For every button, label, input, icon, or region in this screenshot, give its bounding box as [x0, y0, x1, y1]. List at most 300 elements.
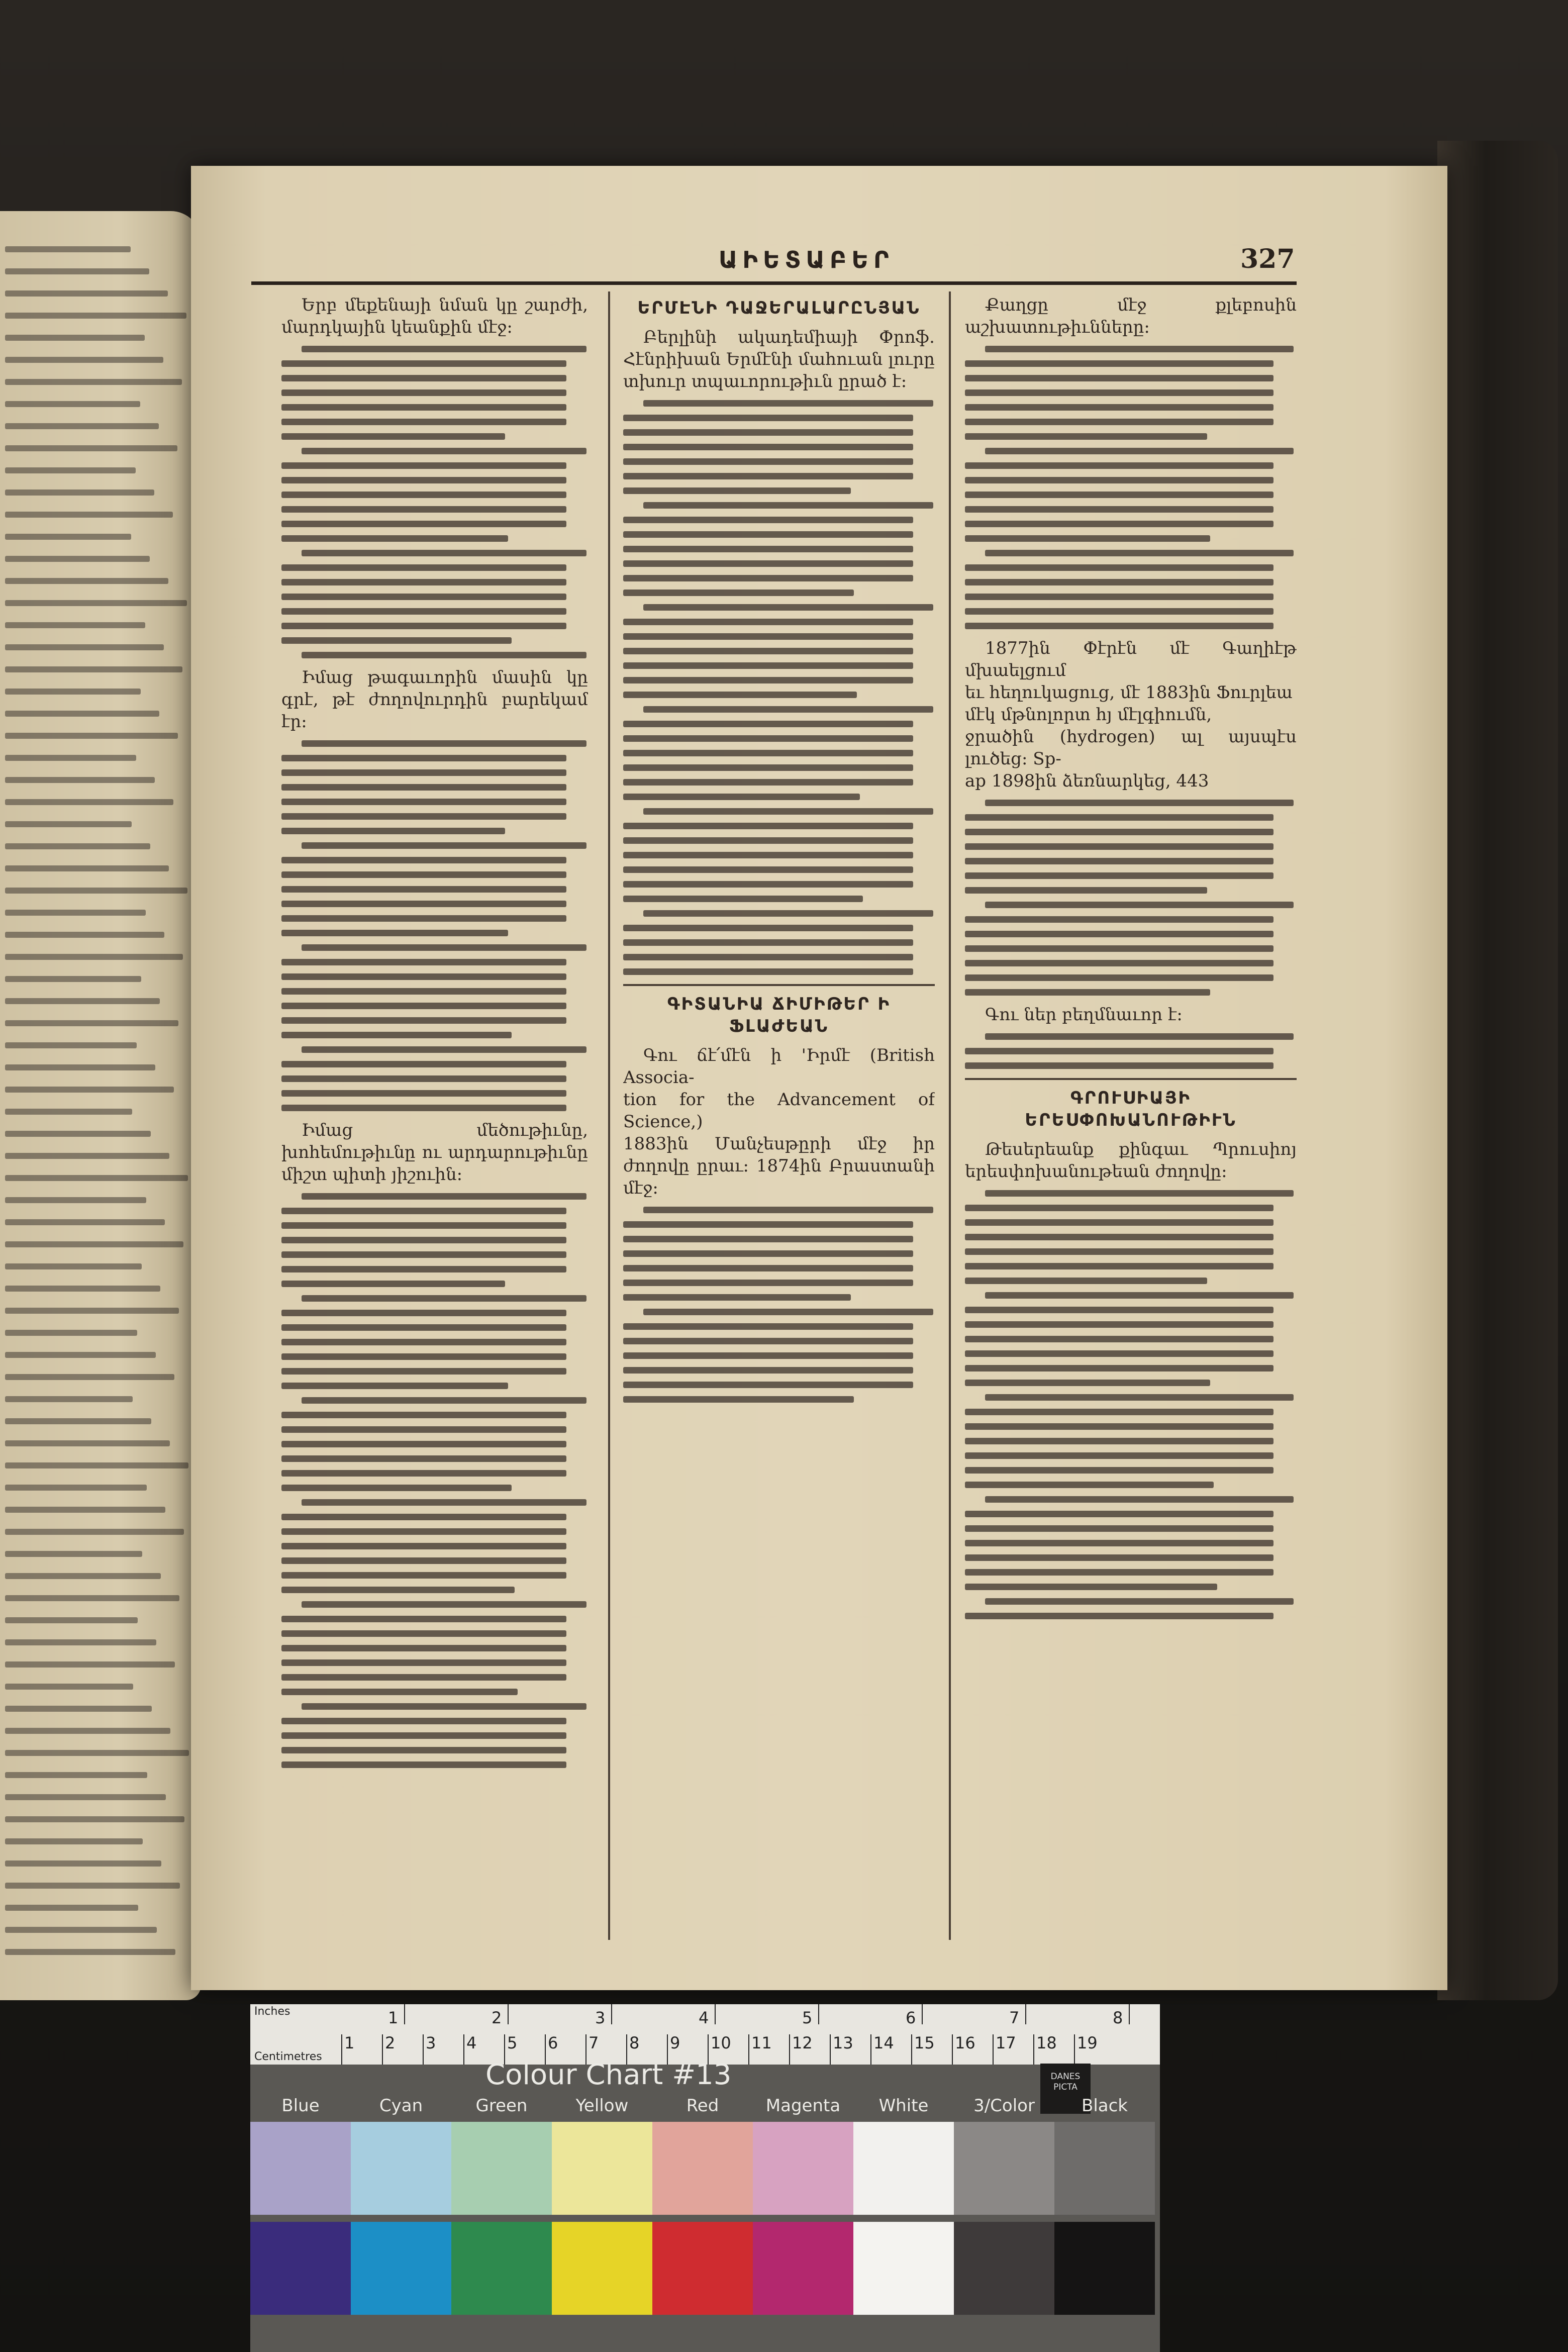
ruler-tick	[611, 2004, 612, 2024]
text-line	[281, 1718, 566, 1724]
text-line	[5, 335, 145, 341]
text-line	[985, 1033, 1294, 1040]
text-line	[281, 1412, 566, 1418]
text-line	[5, 1617, 138, 1623]
text-line	[643, 502, 933, 509]
ruler-cm-number: 14	[873, 2033, 894, 2052]
text-line	[5, 910, 146, 916]
swatch-label: Red	[686, 2096, 719, 2116]
text-line	[302, 448, 586, 454]
text-line	[623, 692, 857, 698]
measurement-ruler	[250, 2004, 1160, 2065]
section-rule	[623, 984, 935, 986]
text-line	[281, 1485, 512, 1491]
ruler-tick	[952, 2034, 953, 2065]
text-line	[5, 1175, 188, 1181]
text-line	[965, 858, 1273, 864]
text-line	[965, 1336, 1273, 1342]
text-line	[623, 1352, 913, 1359]
text-line	[281, 1761, 566, 1768]
text-line	[965, 843, 1273, 850]
text-line	[5, 489, 154, 496]
text-line	[623, 925, 913, 931]
text-line	[5, 821, 132, 827]
text-line	[623, 779, 913, 786]
text-line	[281, 1514, 566, 1520]
text-line	[965, 989, 1210, 996]
text-line	[281, 1324, 566, 1331]
text-line	[5, 512, 173, 518]
text-line	[5, 1772, 147, 1778]
text-line	[281, 769, 566, 776]
text-line	[281, 1659, 566, 1666]
text-line	[965, 462, 1273, 469]
text-line	[281, 404, 566, 411]
ruler-cm-number: 17	[996, 2033, 1016, 2052]
text-line	[643, 604, 933, 611]
text-line	[281, 594, 566, 600]
text-line	[623, 968, 913, 975]
text-line	[623, 1280, 913, 1286]
paragraph-line: 1883ին Մանչեսթըրի մէջ իր ժողովը ըրաւ։ 1874ին Բրաստանի մէջ։	[623, 1134, 935, 1198]
ruler-cm-number: 9	[670, 2033, 680, 2052]
text-line	[623, 1221, 913, 1228]
ruler-cm-number: 3	[426, 2033, 436, 2052]
paragraph: Քաղցը մէջ քլեբոսին աշխատութիւնները։	[965, 295, 1297, 337]
page-number: 327	[1240, 244, 1295, 274]
text-line	[965, 1569, 1273, 1576]
text-line	[281, 1747, 566, 1753]
text-line	[965, 1048, 1273, 1054]
text-line	[5, 777, 155, 783]
text-line	[5, 1595, 179, 1601]
text-line	[281, 828, 505, 834]
ruler-tick	[1033, 2034, 1034, 2065]
text-line	[965, 419, 1273, 425]
text-line	[623, 677, 913, 683]
text-line	[281, 1266, 566, 1272]
ruler-tick	[463, 2034, 464, 2065]
colour-swatch-light	[853, 2122, 954, 2215]
text-line	[5, 1949, 175, 1955]
ruler-cm-number: 8	[629, 2033, 640, 2052]
text-line	[965, 1554, 1273, 1561]
text-line	[965, 931, 1273, 937]
ruler-tick	[993, 2034, 994, 2065]
text-line	[965, 1234, 1273, 1240]
text-line	[5, 534, 131, 540]
text-line	[5, 379, 182, 385]
text-line	[965, 872, 1273, 879]
ruler-tick	[404, 2004, 405, 2024]
text-line	[5, 1529, 184, 1535]
text-line	[5, 1485, 147, 1491]
text-line	[623, 517, 913, 523]
colour-swatch-light	[552, 2122, 652, 2215]
ruler-tick	[382, 2034, 383, 2065]
text-line	[985, 448, 1294, 454]
text-line	[623, 954, 913, 960]
colour-swatch-light	[954, 2122, 1054, 2215]
text-line	[965, 1438, 1273, 1444]
text-line	[5, 1728, 170, 1734]
text-line	[965, 1248, 1273, 1255]
text-line	[985, 800, 1294, 806]
text-line	[623, 764, 913, 771]
section-rule	[965, 1078, 1297, 1080]
text-line	[623, 1396, 854, 1403]
text-line	[281, 521, 566, 527]
text-line	[623, 662, 913, 669]
text-line	[623, 794, 860, 800]
colour-swatch-light	[753, 2122, 853, 2215]
text-line	[5, 1352, 156, 1358]
article-heading: ԳԻՏԱՆԻԱ ՃԻՄԻԹԵՐ Ի ՖԼԱԺԵԱՆ	[667, 994, 891, 1036]
ruler-tick	[911, 2034, 912, 2065]
text-line	[5, 1905, 138, 1911]
text-line	[985, 1190, 1294, 1197]
text-line	[302, 1601, 586, 1608]
text-line	[965, 375, 1273, 381]
text-line	[281, 1543, 566, 1549]
text-line	[5, 1684, 133, 1690]
text-line	[281, 1383, 508, 1389]
swatch-label: Green	[475, 2096, 528, 2116]
text-line	[965, 1409, 1273, 1415]
text-line	[302, 1499, 586, 1506]
text-line	[965, 623, 1273, 629]
ruler-tick	[789, 2034, 790, 2065]
text-line	[5, 976, 141, 982]
paragraph: 1877ին Փէրէն մէ Գաղիէթ մխաելցում	[965, 638, 1297, 680]
text-line	[281, 535, 508, 542]
text-line	[965, 814, 1273, 821]
text-line	[281, 1281, 505, 1287]
text-column-2	[623, 294, 935, 1942]
text-line	[623, 1367, 913, 1374]
text-line	[5, 600, 187, 606]
ruler-tick	[341, 2034, 342, 2065]
text-line	[5, 1109, 132, 1115]
book-page	[191, 166, 1447, 1990]
text-line	[302, 1295, 586, 1302]
text-line	[5, 1706, 152, 1712]
swatch-label: Yellow	[575, 2096, 629, 2116]
text-line	[281, 1017, 566, 1024]
text-line	[281, 1426, 566, 1433]
text-line	[623, 458, 913, 465]
text-line	[5, 578, 168, 584]
text-line	[5, 888, 187, 894]
ruler-cm-number: 5	[507, 2033, 518, 2052]
text-line	[5, 1263, 142, 1269]
paragraph-line: մէկ մթնոլորտ հյ մէլգիումն,	[965, 705, 1212, 725]
text-line	[5, 1087, 174, 1093]
text-line	[623, 560, 913, 567]
text-line	[5, 689, 141, 695]
ruler-cm-number: 10	[711, 2033, 731, 2052]
text-line	[5, 1440, 170, 1446]
text-line	[965, 960, 1273, 966]
colour-swatch-dark	[351, 2222, 451, 2315]
text-line	[5, 644, 164, 650]
text-line	[281, 871, 566, 878]
paragraph-line: եւ հեղուկացուց, մէ 1883ին Ֆուրլեա	[965, 682, 1293, 703]
text-line	[965, 360, 1273, 367]
ruler-cm-number: 6	[548, 2033, 558, 2052]
text-line	[281, 462, 566, 469]
paragraph: Իմաց թագաւորին մասին կը գրէ, թէ ժողովուրդին բարեկամ էր։	[281, 667, 588, 732]
text-line	[643, 400, 933, 407]
text-line	[623, 721, 913, 727]
ruler-inch-number: 5	[802, 2008, 813, 2027]
text-line	[623, 1294, 851, 1301]
colour-swatch-dark	[1054, 2222, 1155, 2315]
text-line	[985, 1394, 1294, 1401]
text-line	[5, 1927, 157, 1933]
text-line	[5, 1750, 189, 1756]
text-line	[985, 902, 1294, 908]
text-line	[5, 932, 164, 938]
text-line	[5, 1860, 161, 1867]
text-line	[281, 637, 512, 644]
text-line	[281, 564, 566, 571]
ruler-cm-number: 13	[833, 2033, 853, 2052]
text-line	[5, 1396, 133, 1402]
text-line	[965, 1350, 1273, 1357]
text-line	[5, 467, 136, 473]
text-line	[5, 1794, 166, 1800]
ruler-cm-number: 1	[344, 2033, 355, 2052]
header-rule	[251, 281, 1297, 285]
text-line	[281, 1310, 566, 1316]
text-line	[623, 590, 854, 596]
text-line	[965, 945, 1273, 952]
text-line	[281, 1105, 566, 1111]
text-line	[302, 1397, 586, 1404]
text-line	[281, 419, 566, 425]
ruler-inch-number: 3	[595, 2008, 606, 2027]
text-line	[302, 1046, 586, 1053]
text-line	[965, 506, 1273, 513]
text-line	[281, 1645, 566, 1651]
text-line	[302, 652, 586, 658]
text-line	[281, 973, 566, 980]
text-line	[281, 1732, 566, 1739]
text-line	[623, 896, 863, 902]
paragraph: Բերլինի ակադեմիայի Փրոֆ. Հէնրիխան Երմէնի մահուան լուրը տխուր տպաւորութիւն ըրած է։	[623, 327, 935, 391]
text-line	[623, 939, 913, 946]
text-column-3	[965, 294, 1297, 1942]
colour-swatch-dark	[954, 2222, 1054, 2315]
text-line	[281, 1339, 566, 1345]
text-line	[623, 735, 913, 742]
text-line	[281, 360, 566, 367]
text-line	[5, 1374, 174, 1380]
text-line	[643, 1309, 933, 1315]
text-line	[965, 1205, 1273, 1211]
text-line	[281, 901, 566, 907]
text-line	[623, 837, 913, 844]
text-line	[281, 1251, 566, 1258]
text-line	[623, 881, 913, 888]
text-line	[5, 755, 136, 761]
text-line	[281, 1237, 566, 1243]
text-line	[965, 594, 1273, 600]
text-line	[5, 1507, 165, 1513]
paragraph-line: tion for the Advancement of Science,)	[623, 1090, 935, 1132]
text-line	[281, 813, 566, 820]
text-line	[965, 1219, 1273, 1226]
text-line	[281, 1630, 566, 1637]
text-line	[623, 750, 913, 756]
colour-swatch-light	[250, 2122, 351, 2215]
text-line	[5, 1330, 137, 1336]
ruler-inch-number: 6	[906, 2008, 916, 2027]
book-spine	[1437, 141, 1558, 2000]
text-line	[5, 998, 160, 1004]
ruler-tick	[870, 2034, 871, 2065]
swatch-label: White	[878, 2096, 929, 2116]
ruler-cm-number: 7	[589, 2033, 599, 2052]
text-line	[643, 1207, 933, 1213]
swatch-label: Blue	[281, 2096, 320, 2116]
text-line	[281, 1222, 566, 1229]
text-line	[281, 1557, 566, 1564]
text-line	[5, 357, 163, 363]
text-line	[5, 1661, 175, 1668]
text-line	[302, 944, 586, 951]
text-line	[281, 930, 508, 936]
paragraph: Իմաց մեծութիւնը, խոհեմութիւնը ու արդարութիւնը միշտ պիտի յիշուին։	[281, 1120, 588, 1185]
colour-swatch-light	[351, 2122, 451, 2215]
colour-swatch-light	[1054, 2122, 1155, 2215]
text-line	[623, 852, 913, 858]
text-line	[5, 711, 159, 717]
swatch-label: 3/Color	[973, 2096, 1035, 2116]
text-line	[965, 1525, 1273, 1532]
ruler-inch-number: 1	[388, 2008, 399, 2027]
article-heading: ԵՐՄԷՆԻ ԴԱՋԵՐԱԼԱՐԸՆՅԱՆ	[637, 298, 921, 318]
paragraph: Երբ մեքենայի նման կը շարժի, մարդկային կեանքին մէջ։	[281, 295, 588, 337]
ruler-inch-number: 2	[492, 2008, 502, 2027]
text-line	[302, 550, 586, 556]
ruler-cm-number: 15	[914, 2033, 935, 2052]
text-line	[5, 666, 182, 672]
text-line	[302, 842, 586, 849]
text-line	[985, 1598, 1294, 1605]
text-line	[5, 1219, 165, 1225]
colour-swatch-dark	[753, 2222, 853, 2315]
text-line	[965, 492, 1273, 498]
text-line	[985, 1496, 1294, 1503]
text-line	[623, 648, 913, 654]
text-line	[965, 916, 1273, 923]
text-line	[281, 389, 566, 396]
text-line	[281, 1616, 566, 1622]
text-line	[281, 1470, 566, 1477]
text-line	[5, 445, 177, 451]
text-line	[5, 799, 173, 805]
text-line	[623, 633, 913, 640]
text-line	[965, 1365, 1273, 1371]
text-line	[281, 1441, 566, 1447]
ruler-cm-number: 2	[385, 2033, 396, 2052]
text-line	[5, 1418, 151, 1424]
text-line	[623, 429, 913, 436]
text-line	[965, 974, 1273, 981]
text-line	[623, 823, 913, 829]
text-line	[281, 1572, 566, 1579]
text-line	[281, 1674, 566, 1681]
text-line	[281, 623, 566, 629]
text-line	[281, 1368, 566, 1375]
text-line	[623, 531, 913, 538]
text-line	[643, 910, 933, 917]
text-line	[281, 1587, 515, 1593]
text-line	[965, 564, 1273, 571]
ruler-cm-number: 19	[1077, 2033, 1098, 2052]
text-line	[623, 575, 913, 581]
text-line	[623, 473, 913, 479]
text-line	[643, 706, 933, 713]
text-line	[623, 866, 913, 873]
ruler-cm-number: 4	[466, 2033, 477, 2052]
swatch-label: Black	[1082, 2096, 1128, 2116]
text-line	[623, 1250, 913, 1257]
text-line	[965, 1584, 1217, 1590]
text-column-1	[281, 294, 588, 1942]
text-line	[623, 1382, 913, 1388]
text-line	[5, 246, 131, 252]
text-line	[281, 799, 566, 805]
ruler-tick	[1025, 2004, 1026, 2024]
ruler-cm-number: 16	[955, 2033, 975, 2052]
text-line	[281, 959, 566, 965]
text-line	[965, 389, 1273, 396]
text-line	[623, 1338, 913, 1344]
text-line	[965, 1263, 1273, 1269]
text-line	[281, 1689, 518, 1695]
text-line	[281, 1353, 566, 1360]
ruler-tick	[818, 2004, 819, 2024]
ruler-tick	[1129, 2004, 1130, 2024]
text-line	[965, 1423, 1273, 1430]
text-line	[965, 1321, 1273, 1328]
text-line	[965, 1307, 1273, 1313]
colour-chart	[250, 2004, 1160, 2352]
text-line	[985, 1292, 1294, 1299]
text-line	[965, 579, 1273, 585]
ruler-inch-number: 7	[1009, 2008, 1020, 2027]
ruler-inch-number: 8	[1113, 2008, 1123, 2027]
text-line	[302, 740, 586, 747]
text-line	[965, 1613, 1273, 1619]
paragraph: Գու ներ բեղմնաւոր է։	[985, 1005, 1183, 1025]
ruler-tick	[508, 2004, 509, 2024]
text-line	[5, 1551, 142, 1557]
colour-swatch-dark	[451, 2222, 552, 2315]
text-line	[5, 1462, 188, 1468]
text-line	[302, 1193, 586, 1200]
text-line	[281, 886, 566, 893]
text-line	[281, 915, 566, 922]
ruler-units-centimetres: Centimetres	[254, 2050, 322, 2063]
text-line	[5, 401, 140, 407]
text-line	[643, 808, 933, 815]
text-line	[281, 988, 566, 995]
text-line	[623, 1323, 913, 1330]
